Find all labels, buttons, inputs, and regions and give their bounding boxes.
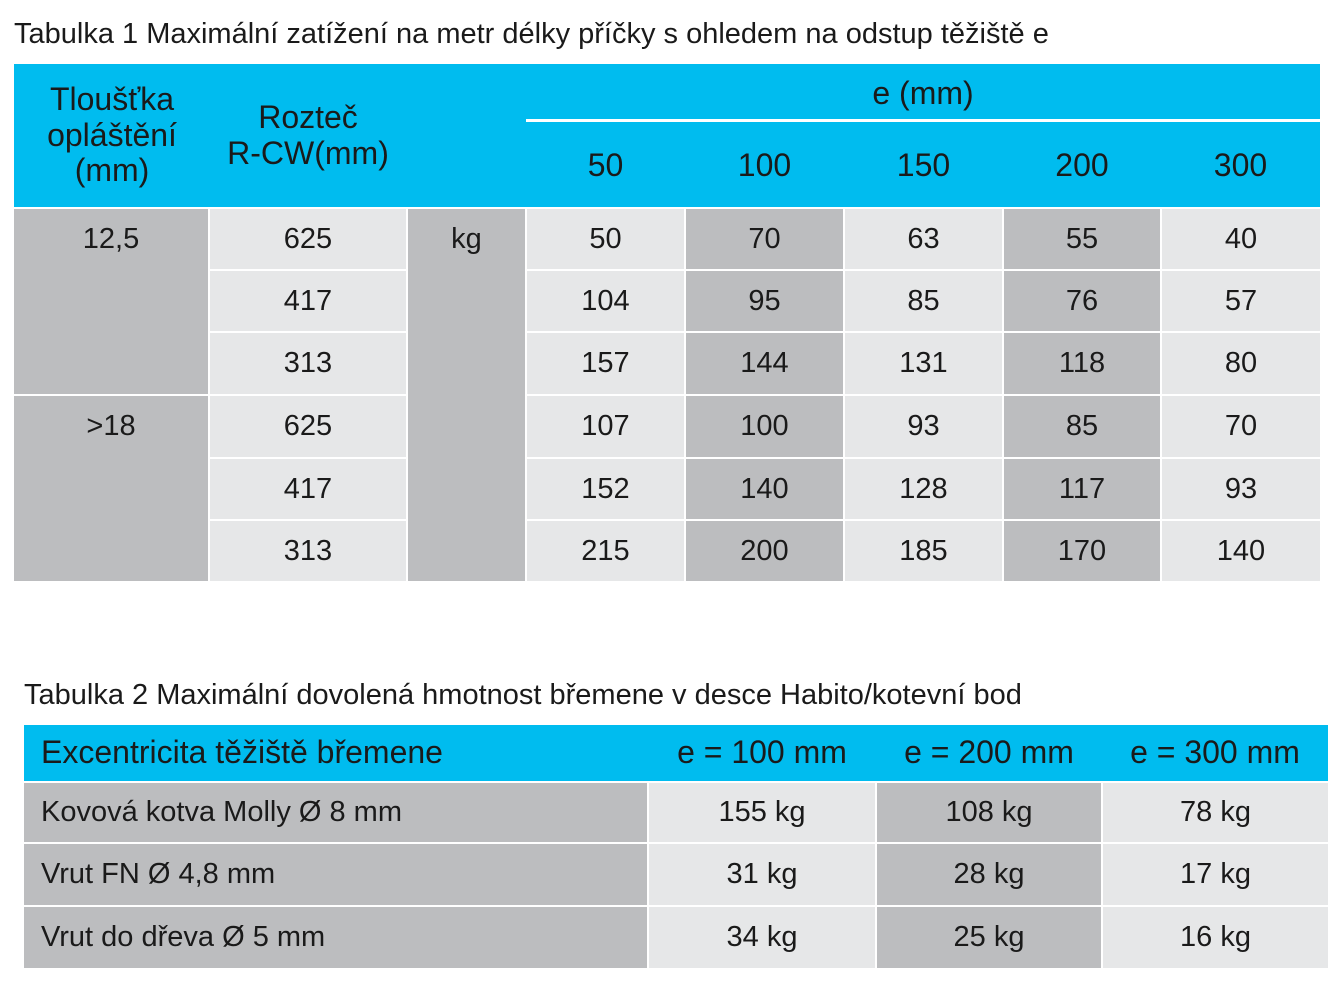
table2-value-cell: 155 kg [649, 783, 875, 842]
table2-value-cell: 28 kg [877, 844, 1101, 905]
value-cell: 104 [527, 271, 684, 331]
table2-value-cell: 78 kg [1103, 783, 1328, 842]
thickness-cell: 12,5 [14, 209, 208, 394]
value-cell: 152 [527, 459, 684, 519]
table2-value-cell: 31 kg [649, 844, 875, 905]
thickness-header [14, 64, 210, 207]
table2-col-header: e = 100 mm [648, 725, 876, 781]
e-col-header: 100 [737, 146, 792, 183]
spacing-header-line1: Rozteč [258, 98, 358, 135]
value-cell: 95 [686, 271, 843, 331]
e-col-header: 150 [896, 146, 951, 183]
table2-row-label: Vrut do dřeva Ø 5 mm [24, 907, 647, 968]
spacing-cell: 625 [210, 396, 406, 457]
value-cell: 107 [527, 396, 684, 457]
spacing-cell: 313 [210, 521, 406, 581]
value-cell: 215 [527, 521, 684, 581]
value-cell: 185 [845, 521, 1002, 581]
value-cell: 144 [686, 333, 843, 394]
value-cell: 93 [845, 396, 1002, 457]
thickness-header-line3: (mm) [74, 152, 150, 189]
spacing-cell: 417 [210, 459, 406, 519]
value-cell: 118 [1004, 333, 1160, 394]
value-cell: 140 [1162, 521, 1320, 581]
value-cell: 57 [1162, 271, 1320, 331]
value-cell: 128 [845, 459, 1002, 519]
value-cell: 70 [686, 209, 843, 269]
table2-col-header: e = 300 mm [1102, 725, 1328, 781]
value-cell: 117 [1004, 459, 1160, 519]
value-cell: 63 [845, 209, 1002, 269]
e-col-header: 50 [587, 146, 624, 183]
value-cell: 100 [686, 396, 843, 457]
table2-value-cell: 25 kg [877, 907, 1101, 968]
value-cell: 80 [1162, 333, 1320, 394]
spacing-cell: 313 [210, 333, 406, 394]
value-cell: 157 [527, 333, 684, 394]
value-cell: 40 [1162, 209, 1320, 269]
thickness-cell: >18 [14, 396, 208, 581]
table2-value-cell: 16 kg [1103, 907, 1328, 968]
e-header: e (mm) [872, 75, 974, 112]
spacing-header [210, 64, 406, 207]
thickness-header-line2: opláštění [47, 116, 177, 153]
value-cell: 85 [845, 271, 1002, 331]
table2-caption: Tabulka 2 Maximální dovolená hmotnost břemene v desce Habito/kotevní bod [24, 679, 1022, 711]
value-cell: 55 [1004, 209, 1160, 269]
spacing-cell: 625 [210, 209, 406, 269]
spacing-cell: 417 [210, 271, 406, 331]
table2-value-cell: 108 kg [877, 783, 1101, 842]
value-cell: 76 [1004, 271, 1160, 331]
value-cell: 85 [1004, 396, 1160, 457]
value-cell: 50 [527, 209, 684, 269]
value-cell: 70 [1162, 396, 1320, 457]
table2-value-cell: 34 kg [649, 907, 875, 968]
e-col-header: 200 [1055, 146, 1109, 183]
e-col-header: 300 [1213, 146, 1268, 183]
table2-row-label: Vrut FN Ø 4,8 mm [24, 844, 647, 905]
table2-value-cell: 17 kg [1103, 844, 1328, 905]
spacing-header-line2: R-CW(mm) [227, 134, 389, 171]
value-cell: 140 [686, 459, 843, 519]
table2-header-label: Excentricita těžiště břemene [24, 725, 648, 781]
thickness-header-line1: Tloušťka [49, 80, 175, 117]
table2-col-header: e = 200 mm [876, 725, 1102, 781]
value-cell: 93 [1162, 459, 1320, 519]
table2-row-label: Kovová kotva Molly Ø 8 mm [24, 783, 647, 842]
header-divider [526, 119, 1320, 122]
value-cell: 200 [686, 521, 843, 581]
table1-caption: Tabulka 1 Maximální zatížení na metr délky příčky s ohledem na odstup těžiště e [14, 18, 1049, 50]
value-cell: 170 [1004, 521, 1160, 581]
unit-cell: kg [408, 209, 525, 581]
value-cell: 131 [845, 333, 1002, 394]
